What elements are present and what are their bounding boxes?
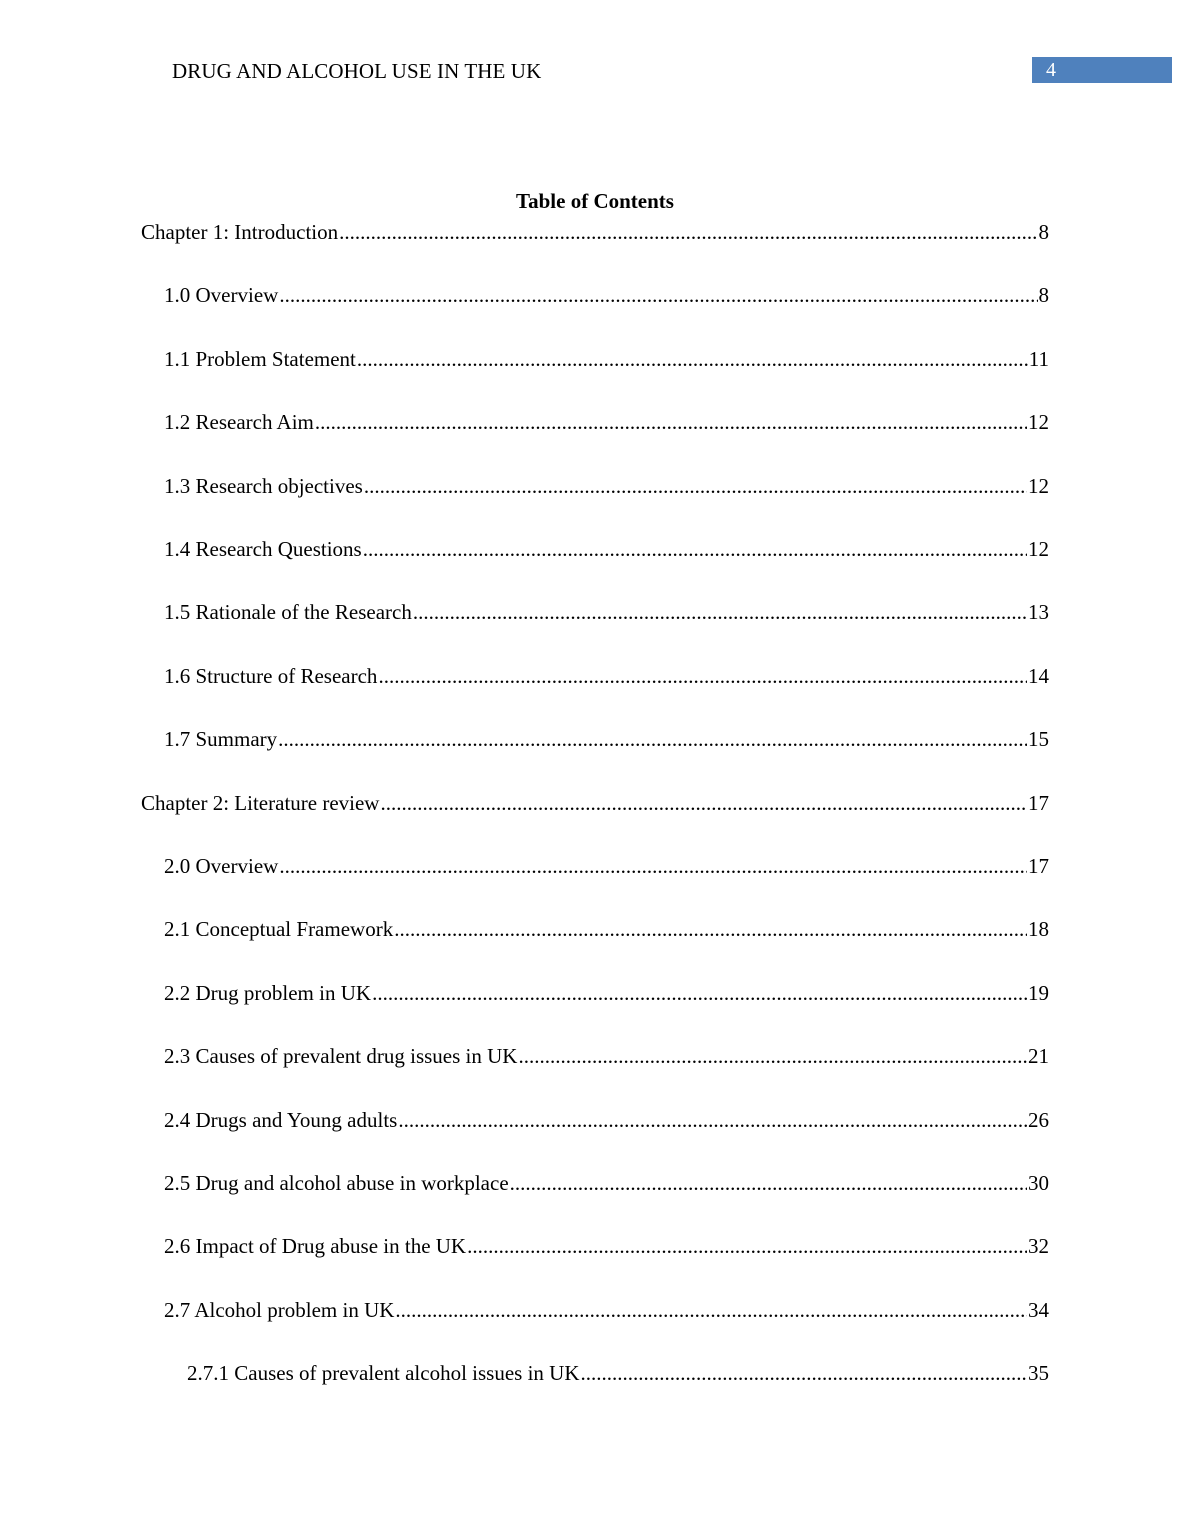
toc-entry[interactable] [164, 1106, 1049, 1134]
toc-entry[interactable] [164, 1042, 1049, 1070]
toc-dot-leader [467, 1232, 1027, 1260]
running-head: DRUG AND ALCOHOL USE IN THE UK [172, 59, 542, 83]
toc-entry[interactable] [141, 218, 1049, 246]
toc-entry[interactable] [164, 598, 1049, 626]
toc-entry-label: 2.7 Alcohol problem in UK [164, 1298, 395, 1322]
toc-entry[interactable] [164, 725, 1049, 753]
toc-entry-page: 12 [1028, 537, 1049, 561]
toc-entry[interactable] [164, 472, 1049, 500]
toc-entry-page: 17 [1028, 854, 1049, 878]
toc-entry-label: Chapter 1: Introduction [141, 220, 339, 244]
toc-entry-page: 21 [1028, 1044, 1049, 1068]
toc-entry-page: 11 [1028, 347, 1049, 371]
toc-entry-page: 13 [1028, 600, 1049, 624]
toc-entry-label: 1.3 Research objectives [164, 474, 363, 498]
toc-entry-label: 1.6 Structure of Research [164, 664, 378, 688]
toc-entry-page: 26 [1028, 1108, 1049, 1132]
toc-entry-page: 18 [1028, 917, 1049, 941]
toc-dot-leader [357, 345, 1028, 373]
toc-entry[interactable] [164, 281, 1049, 309]
toc-entry[interactable] [141, 789, 1049, 817]
toc-entry-page: 14 [1028, 664, 1049, 688]
toc-entry-label: 2.3 Causes of prevalent drug issues in UK [164, 1044, 518, 1068]
toc-entry-label: 1.5 Rationale of the Research [164, 600, 412, 624]
toc-dot-leader [315, 408, 1027, 436]
toc-entry-label: Chapter 2: Literature review [141, 791, 380, 815]
toc-entry-label: 2.4 Drugs and Young adults [164, 1108, 398, 1132]
toc-entry-page: 12 [1028, 410, 1049, 434]
toc-entry-page: 12 [1028, 474, 1049, 498]
toc-entry-label: 2.2 Drug problem in UK [164, 981, 372, 1005]
toc-entry-label: 1.0 Overview [164, 283, 279, 307]
toc-entry[interactable] [164, 345, 1049, 373]
toc-entry-page: 30 [1028, 1171, 1049, 1195]
toc-dot-leader [510, 1169, 1027, 1197]
toc-entry[interactable] [164, 852, 1049, 880]
toc-entry[interactable] [164, 1232, 1049, 1260]
toc-entry-label: 2.6 Impact of Drug abuse in the UK [164, 1234, 467, 1258]
toc-dot-leader [279, 281, 1037, 309]
toc-entry-page: 19 [1028, 981, 1049, 1005]
toc-dot-leader [395, 1296, 1027, 1324]
toc-entry[interactable] [164, 1169, 1049, 1197]
toc-dot-leader [372, 979, 1027, 1007]
toc-entry-page: 35 [1028, 1361, 1049, 1385]
toc-dot-leader [339, 218, 1037, 246]
toc-entry-label: 1.1 Problem Statement [164, 347, 356, 371]
toc-title: Table of Contents [516, 189, 674, 213]
toc-entry[interactable] [164, 408, 1049, 436]
toc-entry[interactable] [164, 662, 1049, 690]
toc-dot-leader [278, 725, 1027, 753]
toc-dot-leader [279, 852, 1027, 880]
toc-entry-page: 17 [1028, 791, 1049, 815]
toc-entry[interactable] [164, 915, 1049, 943]
toc-entry-label: 2.1 Conceptual Framework [164, 917, 394, 941]
toc-entry-label: 2.0 Overview [164, 854, 279, 878]
page-number: 4 [1046, 59, 1056, 81]
toc-entry[interactable] [187, 1359, 1049, 1387]
toc-entry-label: 1.4 Research Questions [164, 537, 362, 561]
toc-entry[interactable] [164, 1296, 1049, 1324]
toc-entry-page: 8 [1038, 220, 1049, 244]
toc-dot-leader [413, 598, 1027, 626]
toc-dot-leader [394, 915, 1027, 943]
toc-dot-leader [380, 789, 1027, 817]
toc-entry-label: 1.7 Summary [164, 727, 278, 751]
toc-entry-page: 34 [1028, 1298, 1049, 1322]
toc-dot-leader [363, 535, 1027, 563]
toc-dot-leader [581, 1359, 1027, 1387]
toc-dot-leader [518, 1042, 1027, 1070]
toc-entry-page: 8 [1038, 283, 1049, 307]
toc-entry-page: 32 [1028, 1234, 1049, 1258]
toc-entry-page: 15 [1028, 727, 1049, 751]
toc-dot-leader [378, 662, 1027, 690]
toc-entry[interactable] [164, 979, 1049, 1007]
toc-dot-leader [398, 1106, 1027, 1134]
toc-entry[interactable] [164, 535, 1049, 563]
toc-dot-leader [364, 472, 1027, 500]
toc-entry-label: 2.5 Drug and alcohol abuse in workplace [164, 1171, 509, 1195]
toc-entry-label: 2.7.1 Causes of prevalent alcohol issues in UK [187, 1361, 580, 1385]
toc-entry-label: 1.2 Research Aim [164, 410, 314, 434]
page-number-box [1032, 57, 1172, 83]
